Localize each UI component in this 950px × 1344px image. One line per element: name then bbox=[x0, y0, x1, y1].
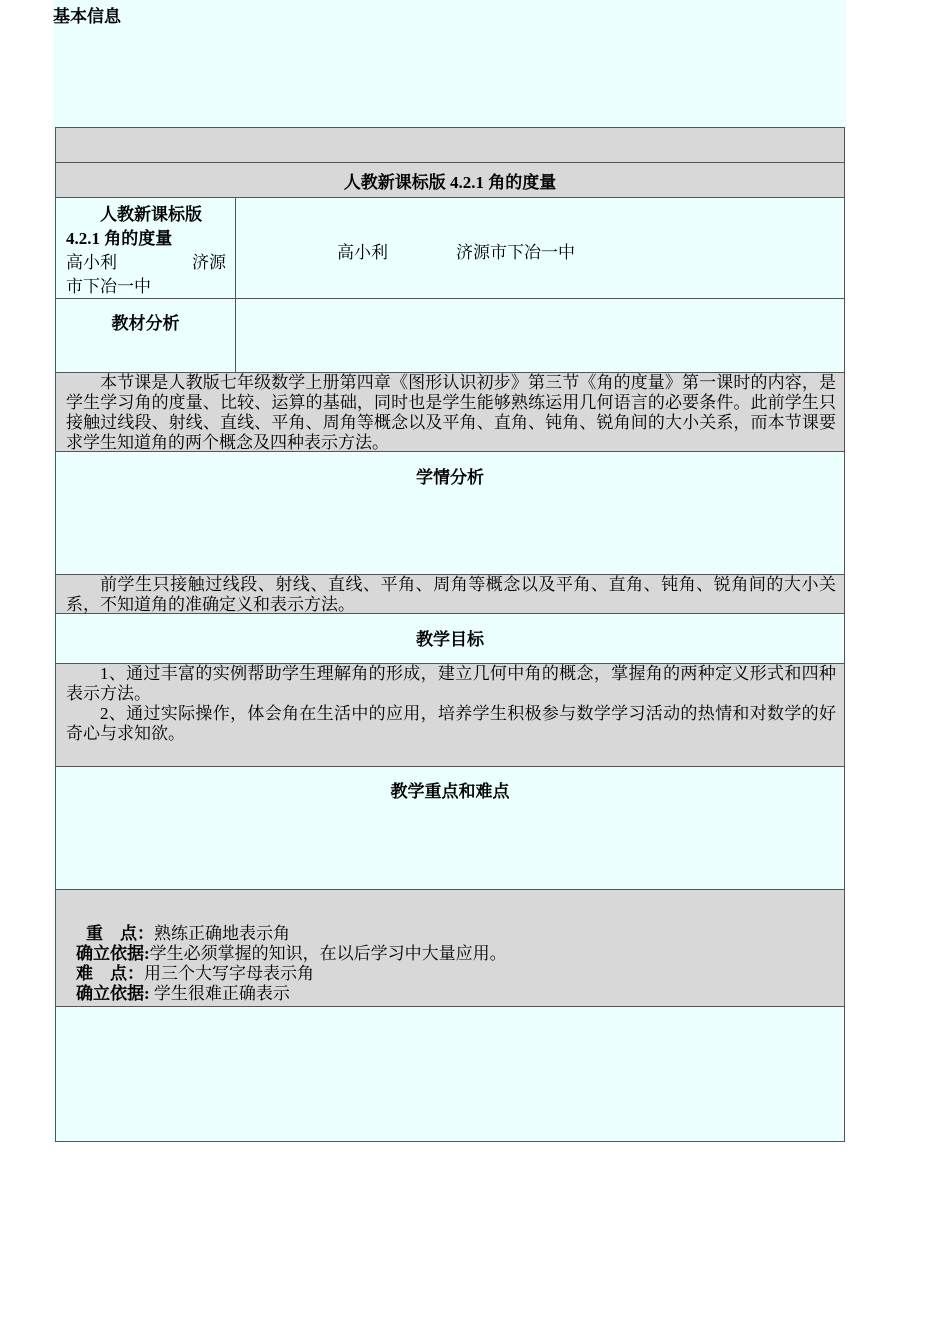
info-left-cell bbox=[56, 198, 236, 298]
author-city: 济源 bbox=[192, 253, 226, 272]
key-basis-line bbox=[76, 944, 507, 964]
keypoints-body-row bbox=[55, 890, 845, 1007]
info-row bbox=[55, 198, 845, 299]
difficulty-basis-label: 确立依据: bbox=[76, 984, 150, 1003]
difficulty-basis-line bbox=[76, 984, 507, 1004]
students-body: 前学生只接触过线段、射线、直线、平角、周角等概念以及平角、直角、钝角、锐角间的大小关系，不知道角的准确定义和表示方法。 bbox=[66, 575, 836, 614]
textbook-heading-row bbox=[55, 299, 845, 373]
difficulty-label: 难 点： bbox=[76, 964, 144, 983]
course-title: 人教新课标版 4.2.1 角的度量 bbox=[343, 172, 557, 192]
textbook-body: 本节课是人教版七年级数学上册第四章《图形认识初步》第三节《角的度量》第一课时的内容，是学生学习角的度量、比较、运算的基础，同时也是学生能够熟练运用几何语言的必要条件。此前学生只接触过线段、射线、直线、平角、周角等概念以及平角、直角、钝角、锐角间的大小关系，而本节课要求学生知道角的两个概念及四种表示方法。 bbox=[66, 373, 836, 452]
course-name-line1: 人教新课标版 bbox=[100, 205, 202, 224]
textbook-body-row bbox=[55, 373, 845, 452]
table-header-row bbox=[55, 163, 845, 198]
teacher-name: 高小利 bbox=[337, 243, 388, 262]
key-basis-text: 学生必须掌握的知识，在以后学习中大量应用。 bbox=[149, 944, 507, 963]
textbook-heading: 教材分析 bbox=[111, 314, 180, 333]
author-school: 市下冶一中 bbox=[66, 277, 151, 296]
difficulty-text: 用三个大写字母表示角 bbox=[144, 964, 314, 983]
author-name: 高小利 bbox=[66, 253, 117, 272]
doc-title: 基本信息 bbox=[53, 7, 121, 26]
students-heading-row bbox=[55, 452, 845, 575]
table-row-bottom bbox=[55, 1007, 845, 1142]
key-point-label: 重 点： bbox=[86, 924, 154, 943]
students-heading: 学情分析 bbox=[416, 468, 484, 487]
keypoints-heading: 教学重点和难点 bbox=[390, 782, 510, 801]
school-name: 济源市下冶一中 bbox=[456, 243, 575, 262]
course-name-line2: 4.2.1 角的度量 bbox=[66, 229, 173, 248]
difficulty-basis-text: 学生很难正确表示 bbox=[149, 984, 290, 1003]
table-row-top bbox=[55, 127, 845, 163]
textbook-heading-cell bbox=[56, 299, 236, 372]
difficulty-line bbox=[76, 964, 507, 984]
keypoints-heading-row bbox=[55, 767, 845, 890]
goal-item-2: 2、通过实际操作，体会角在生活中的应用，培养学生积极参与数学学习活动的热情和对数学的好奇心与求知欲。 bbox=[66, 704, 836, 743]
goals-body-row bbox=[55, 664, 845, 767]
goals-heading-row bbox=[55, 614, 845, 664]
key-point-text: 熟练正确地表示角 bbox=[154, 924, 290, 943]
key-point-line bbox=[76, 924, 507, 944]
students-body-row bbox=[55, 575, 845, 614]
key-basis-label: 确立依据: bbox=[76, 944, 150, 963]
goal-item-1: 1、通过丰富的实例帮助学生理解角的形成，建立几何中角的概念，掌握角的两种定义形式和四种表示方法。 bbox=[66, 664, 836, 703]
goals-heading: 教学目标 bbox=[416, 630, 484, 649]
